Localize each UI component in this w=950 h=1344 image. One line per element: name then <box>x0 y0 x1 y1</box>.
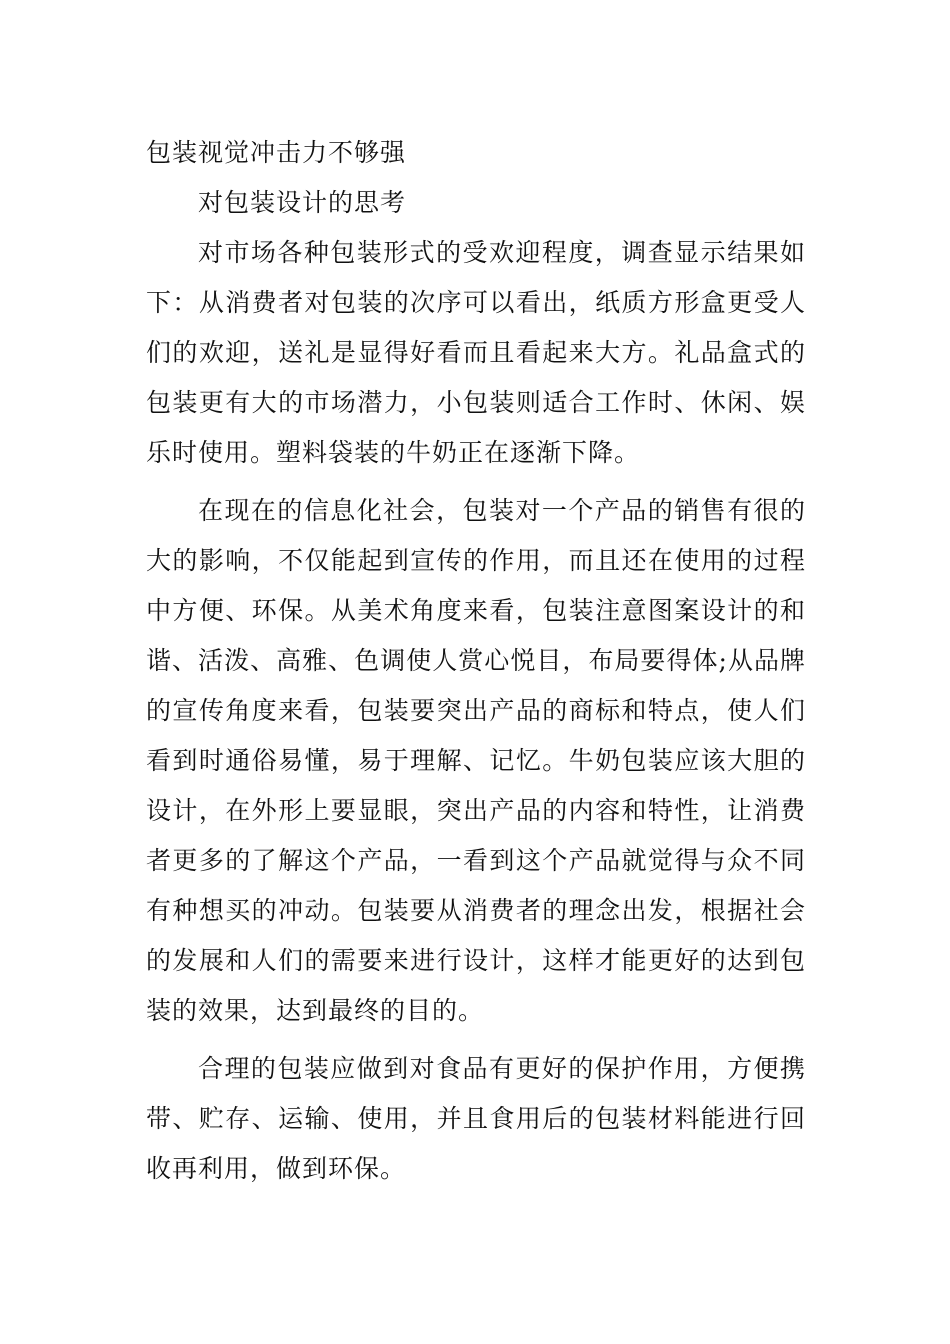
paragraph-2-heading: 对包装设计的思考 <box>198 188 407 217</box>
paragraph-3: 对市场各种包装形式的受欢迎程度，调查显示结果如下：从消费者对包装的次序可以看出，纸质方形盒更受人们的欢迎，送礼是显得好看而且看起来大方。礼品盒式的包装更有大的市场潜力，小包装则适合工作时、休闲、娱乐时使用。塑料袋装的牛奶正在逐渐下降。 <box>146 238 806 467</box>
paragraph-5: 合理的包装应做到对食品有更好的保护作用，方便携带、贮存、运输、使用，并且食用后的包装材料能进行回收再利用，做到环保。 <box>146 1054 806 1183</box>
document-body <box>146 128 806 1194</box>
paragraph-1: 包装视觉冲击力不够强 <box>146 138 407 167</box>
paragraph-4: 在现在的信息化社会，包装对一个产品的销售有很的大的影响，不仅能起到宣传的作用，而且还在使用的过程中方便、环保。从美术角度来看，包装注意图案设计的和谐、活泼、高雅、色调使人赏心悦目，布局要得体;从品牌的宣传角度来看，包装要突出产品的商标和特点，使人们看到时通俗易懂，易于理解、记忆。牛奶包装应该大胆的设计，在外形上要显眼，突出产品的内容和特性，让消费者更多的了解这个产品，一看到这个产品就觉得与众不同有种想买的冲动。包装要从消费者的理念出发，根据社会的发展和人们的需要来进行设计，这样才能更好的达到包装的效果，达到最终的目的。 <box>146 496 806 1025</box>
